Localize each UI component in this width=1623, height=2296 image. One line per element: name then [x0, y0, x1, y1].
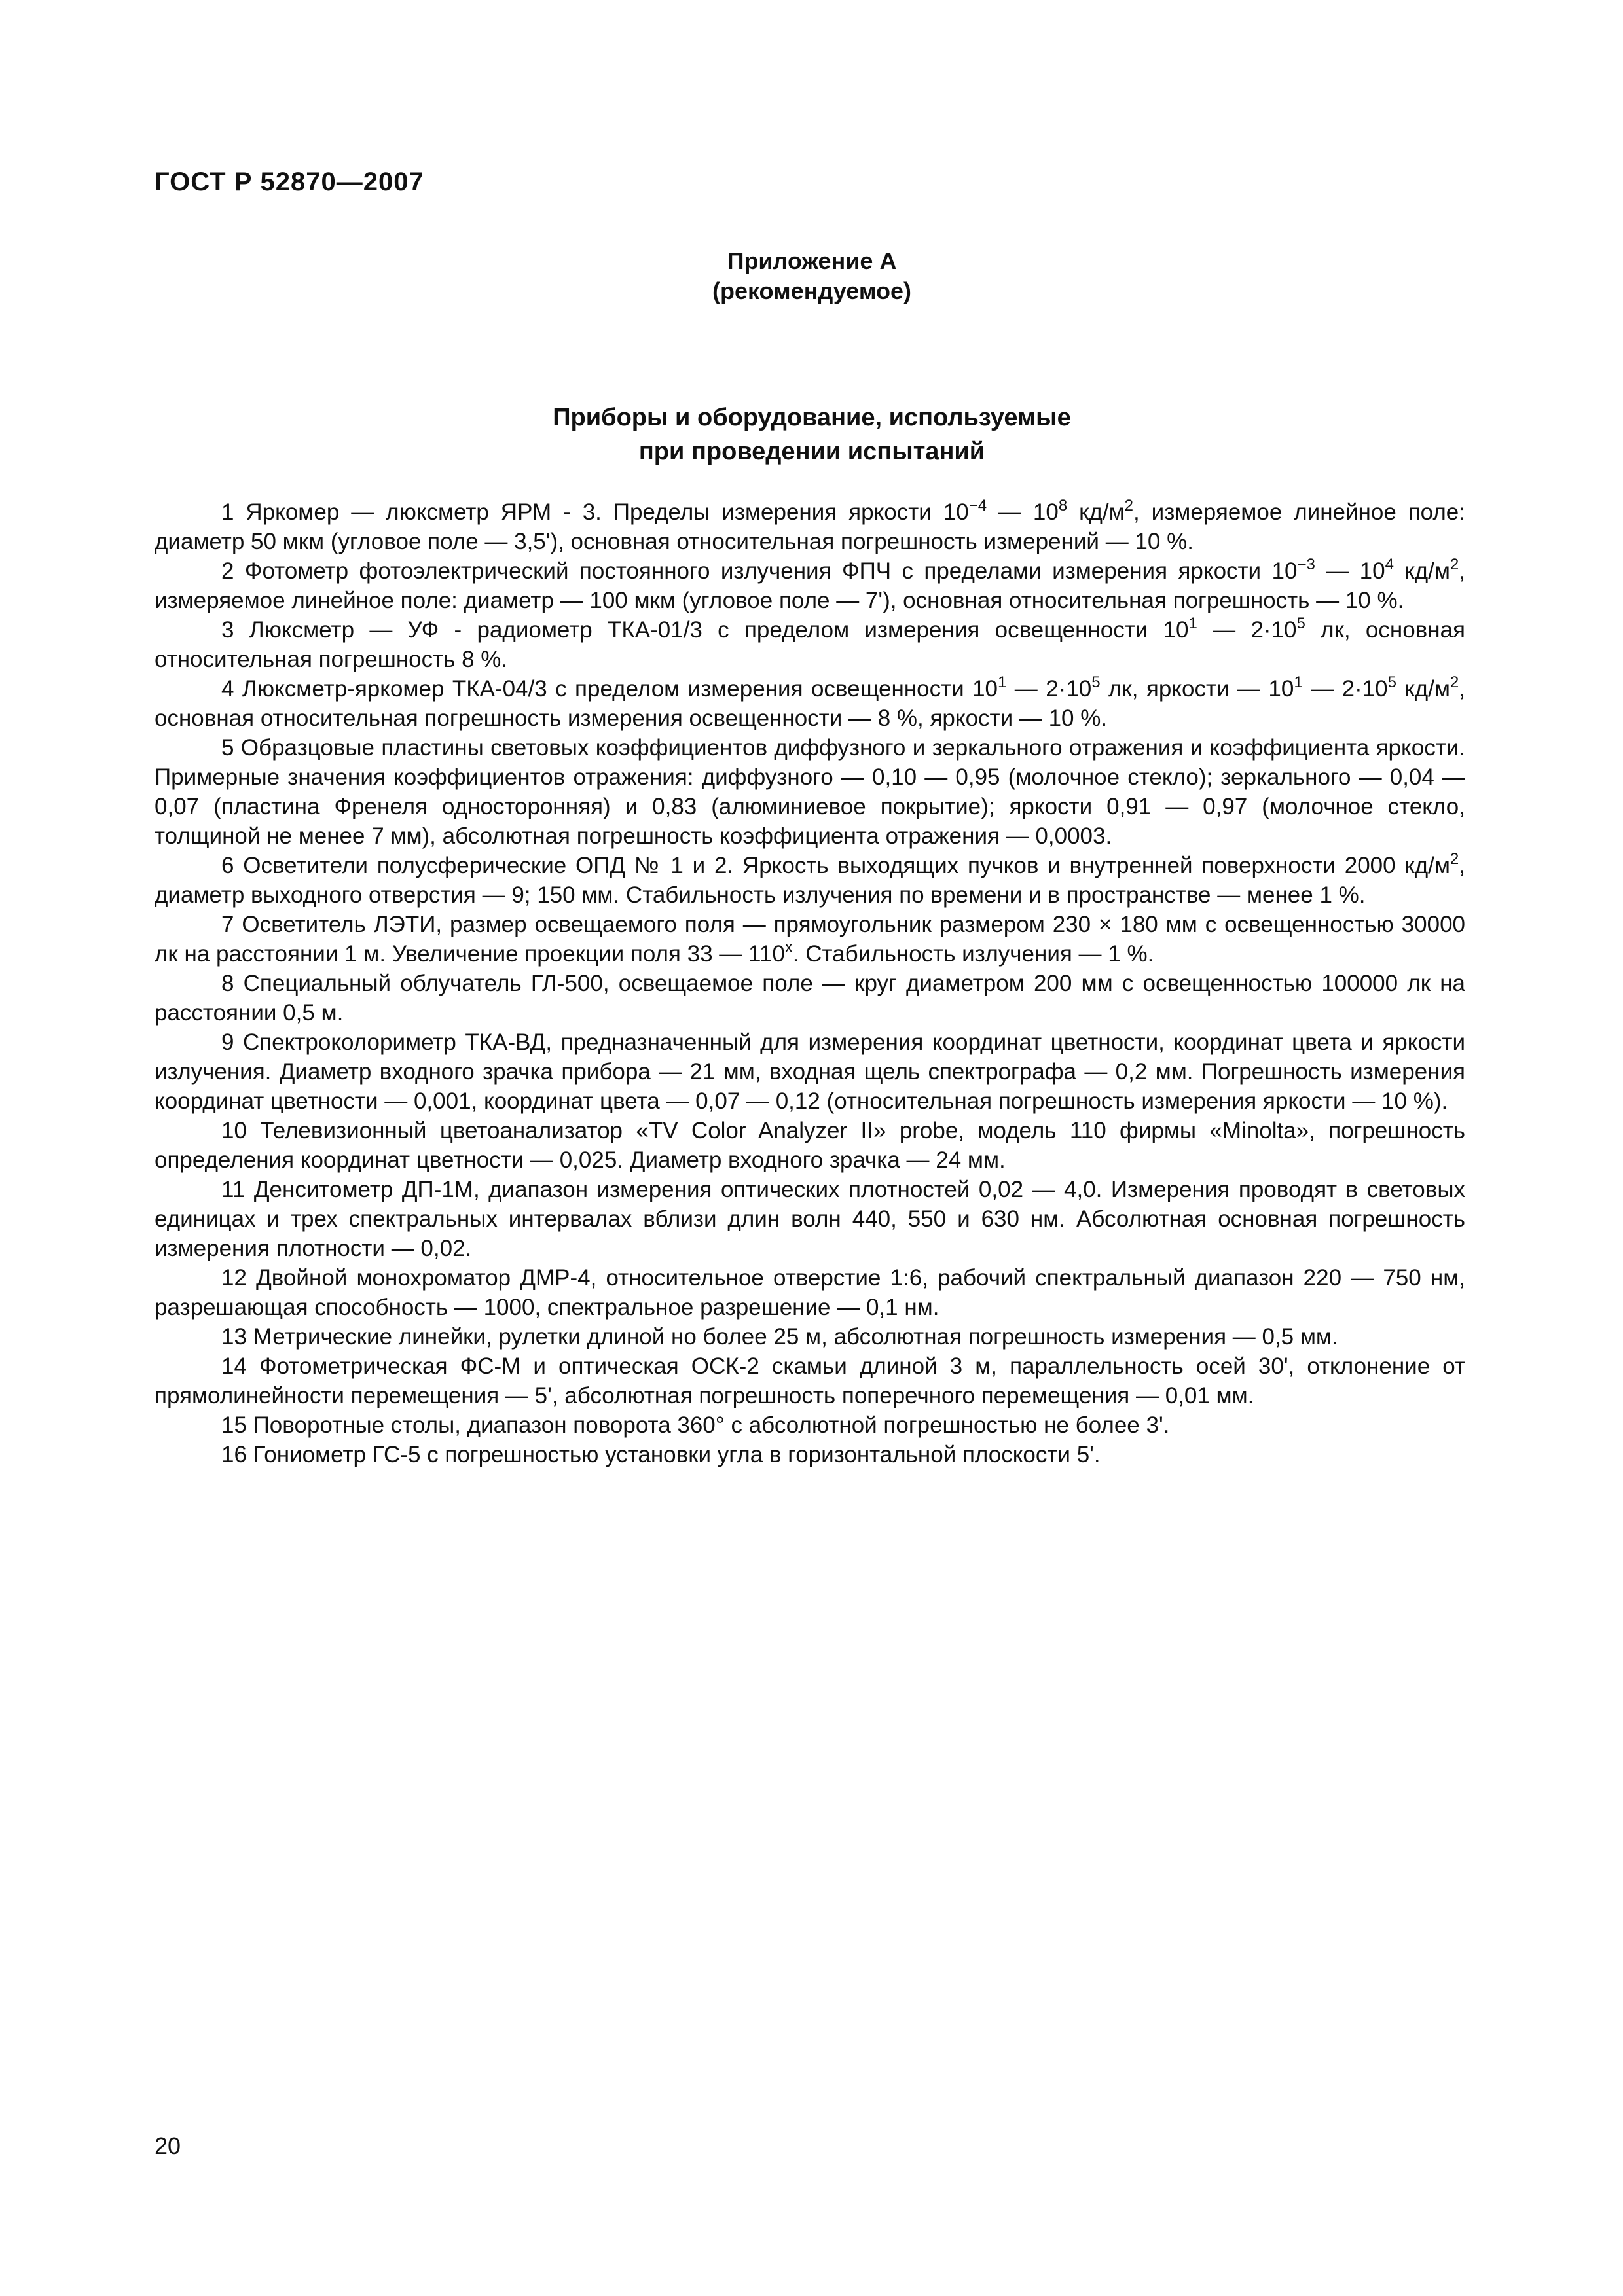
list-item [155, 556, 1465, 615]
list-item [155, 615, 1465, 674]
text-run: — 10 [1315, 558, 1385, 584]
list-item [155, 1352, 1465, 1410]
page-number: 20 [155, 2132, 181, 2159]
text-run: 14 Фотометрическая ФС-М и оптическая ОСК-2 скамьи длиной 3 м, параллельность осей 30', отклонение от прямолинейности перемещения — 5', абсолютная погрешность поперечного перемещения — 0,01 мм. [155, 1354, 1465, 1408]
text-run: кд/м [1393, 558, 1450, 584]
section-title [419, 401, 1205, 469]
section-title-line-2: при проведении испытаний [638, 438, 985, 465]
text-run: — 10 [987, 499, 1059, 525]
superscript: 2 [1450, 850, 1459, 868]
text-run: 4 Люксметр-яркомер ТКА-04/3 с пределом измерения освещенности 10 [221, 676, 998, 702]
superscript: −4 [968, 497, 987, 514]
superscript: 1 [1188, 615, 1197, 632]
superscript: 1 [1294, 673, 1303, 691]
superscript: 5 [1387, 673, 1396, 691]
text-run: кд/м [1067, 499, 1125, 525]
appendix-heading [550, 246, 1074, 306]
text-run: 5 Образцовые пластины световых коэффициентов диффузного и зеркального отражения и коэффициента яркости. Примерные значения коэффициентов отражения: диффузного — 0,10 — 0,95 (молочное стекло); зеркального — 0,04 — 0,07 (пластина Френеля односторонняя) и 0,83 (алюминиевое покрытие); яркости 0,91 — 0,97 (молочное стекло, толщиной не менее 7 мм), абсолютная погрешность коэффициента отражения — 0,0003. [155, 735, 1465, 849]
appendix-label: Приложение А [727, 247, 897, 274]
text-run: 15 Поворотные столы, диапазон поворота 360° с абсолютной погрешностью не более 3'. [221, 1412, 1170, 1438]
list-item [155, 1116, 1465, 1175]
text-run: , диаметр выходного отверстия — 9; 150 мм. Стабильность излучения по времени и в пространстве — менее 1 %. [155, 853, 1465, 908]
text-run: , основная относительная погрешность измерения освещенности — 8 %, яркости — 10 %. [155, 676, 1466, 731]
text-run: — 2·10 [1302, 676, 1388, 702]
superscript: 8 [1058, 497, 1068, 514]
text-run: кд/м [1396, 676, 1450, 702]
superscript: −3 [1297, 556, 1315, 573]
text-run: 7 Осветитель ЛЭТИ, размер освещаемого поля — прямоугольник размером 230 × 180 мм с освещенностью 30000 лк на расстоянии 1 м. Увеличение проекции поля 33 — 110 [155, 912, 1465, 967]
text-run: . Стабильность излучения — 1 %. [792, 941, 1154, 967]
list-item [155, 851, 1465, 910]
text-run: лк, основная относительная погрешность 8 %. [155, 617, 1465, 672]
text-run: 10 Телевизионный цветоанализатор «TV Color Analyzer II» probe, модель 110 фирмы «Minolta», погрешность определения координат цветности — 0,025. Диаметр входного зрачка — 24 мм. [155, 1118, 1465, 1173]
text-run: 16 Гониометр ГС-5 с погрешностью установки угла в горизонтальной плоскости 5'. [221, 1442, 1101, 1467]
equipment-list [155, 497, 1465, 1469]
appendix-status: (рекомендуемое) [712, 278, 911, 304]
text-run: 3 Люксметр — УФ - радиометр ТКА-01/3 с пределом измерения освещенности 10 [221, 617, 1189, 643]
list-item [155, 1263, 1465, 1322]
text-run: 11 Денситометр ДП-1М, диапазон измерения оптических плотностей 0,02 — 4,0. Измерения проводят в световых единицах и трех спектральных интервалах вблизи длин волн 440, 550 и 630 нм. Абсолютная основная погрешность измерения плотности — 0,02. [155, 1177, 1465, 1261]
text-run: 6 Осветители полусферические ОПД № 1 и 2. Яркость выходящих пучков и внутренней поверхности 2000 кд/м [221, 853, 1450, 878]
text-run: 8 Специальный облучатель ГЛ-500, освещаемое поле — круг диаметром 200 мм с освещенностью 100000 лк на расстоянии 0,5 м. [155, 971, 1465, 1026]
list-item [155, 1440, 1465, 1469]
superscript: 1 [998, 673, 1007, 691]
list-item [155, 1410, 1465, 1440]
list-item [155, 497, 1465, 556]
superscript: 2 [1450, 673, 1459, 691]
superscript: 4 [1385, 556, 1394, 573]
superscript: 5 [1296, 615, 1305, 632]
text-run: — 2·10 [1197, 617, 1297, 643]
text-run: 12 Двойной монохроматор ДМР-4, относительное отверстие 1:6, рабочий спектральный диапазон 220 — 750 нм, разрешающая способность — 1000, спектральное разрешение — 0,1 нм. [155, 1265, 1465, 1320]
list-item [155, 733, 1465, 851]
list-item [155, 910, 1465, 969]
list-item [155, 969, 1465, 1028]
text-run: 2 Фотометр фотоэлектрический постоянного излучения ФПЧ с пределами измерения яркости 10 [221, 558, 1298, 584]
superscript: 2 [1450, 556, 1459, 573]
list-item [155, 1322, 1465, 1352]
list-item [155, 674, 1465, 733]
text-run: 1 Яркомер — люксметр ЯРМ - 3. Пределы измерения яркости 10 [221, 499, 969, 525]
superscript: 5 [1091, 673, 1101, 691]
list-item [155, 1175, 1465, 1263]
section-title-line-1: Приборы и оборудование, используемые [553, 404, 1071, 431]
text-run: 9 Спектроколориметр ТКА-ВД, предназначенный для измерения координат цветности, координат цвета и яркости излучения. Диаметр входного зрачка прибора — 21 мм, входная щель спектрографа — 0,2 мм. Погрешность измерения координат цветности — 0,001, координат цвета — 0,07 — 0,12 (относительная погрешность измерения яркости — 10 %). [155, 1030, 1465, 1114]
superscript: x [784, 939, 793, 956]
list-item [155, 1028, 1465, 1116]
text-run: 13 Метрические линейки, рулетки длиной но более 25 м, абсолютная погрешность измерения — 0,5 мм. [221, 1324, 1338, 1350]
text-run: , измеряемое линейное поле: диаметр — 100 мкм (угловое поле — 7'), основная относительная погрешность — 10 %. [155, 558, 1465, 613]
text-run: , измеряемое линейное поле: диаметр 50 мкм (угловое поле — 3,5'), основная относительная погрешность измерений — 10 %. [155, 499, 1465, 554]
text-run: — 2·10 [1006, 676, 1092, 702]
text-run: лк, яркости — 10 [1100, 676, 1294, 702]
superscript: 2 [1124, 497, 1134, 514]
document-header: ГОСТ Р 52870—2007 [155, 168, 424, 196]
